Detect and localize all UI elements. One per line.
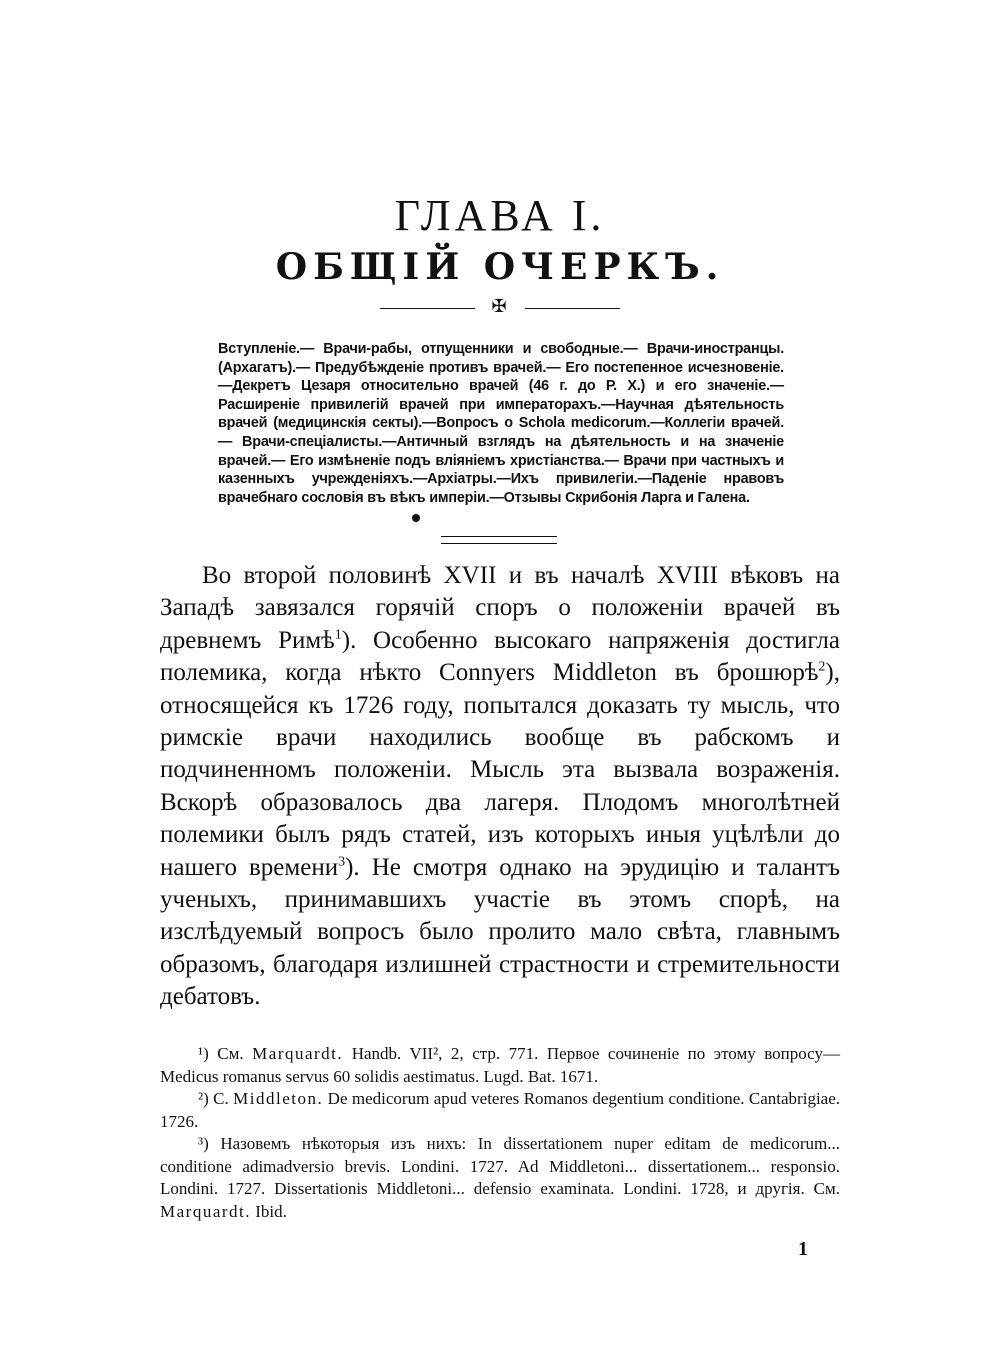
footnote-2 xyxy=(160,1088,840,1133)
footnote-trail: Ibid. xyxy=(255,1201,287,1221)
footnote-author: Marquardt. xyxy=(160,1201,252,1221)
footnote-ref-3: 3 xyxy=(338,854,346,870)
divider-line-left xyxy=(380,308,475,309)
footnote-mark: ³) xyxy=(198,1134,209,1153)
ornament-icon: ✠ xyxy=(491,296,509,317)
chapter-summary: Вступленіе.— Врачи-рабы, отпущенники и свободные.— Врачи-иностранцы. (Архагатъ).— Предубѣжденіе противъ врачей.— Его постепенное исчезновеніе.—Декретъ Цезаря относительно врачей (46 г. до Р. Х.) и его значеніе.— Расширеніе привилегій врачей при императорахъ.—Научная дѣятельность врачей (медицинскія секты).—Вопросъ о Schola medicorum.—Коллегіи врачей.— Врачи-спеціалисты.—Античный взглядъ на дѣятельность и на значеніе врачей.— Его измѣненіе подъ вліяніемъ христіанства.— Врачи при частныхъ и казенныхъ учрежденіяхъ.—Архіатры.—Ихъ привилегіи.—Паденіе нравовъ врачебнаго сословія въ вѣкъ имперіи.—Отзывы Скрибонія Ларга и Галена. xyxy=(218,341,784,506)
footnote-ref-2: 2 xyxy=(818,659,826,675)
footnote-text: De medicorum apud veteres Romanos degentium conditione. Cantabrigiae. 1726. xyxy=(160,1089,841,1131)
text-segment: Во второй половинѣ XVII и въ началѣ XVIII вѣковъ на Западѣ завязался горячій споръ о положеніи врачей въ древнемъ Римѣ xyxy=(160,562,840,654)
text-segment: ), относящейся къ 1726 году, попытался доказать ту мысль, что римскіе врачи находились вообще въ рабскомъ и подчиненномъ положеніи. Мысль эта вызвала возраженія. Вскорѣ образовалось два лагеря. Плодомъ многолѣтней полемики былъ рядъ статей, изъ которыхъ иныя уцѣлѣли до нашего времени xyxy=(160,659,840,881)
chapter-title: ОБЩІЙ ОЧЕРКЪ. xyxy=(275,246,725,288)
main-paragraph xyxy=(160,560,840,1014)
footnote-mark: ²) xyxy=(198,1089,209,1108)
footnote-lead: См. xyxy=(217,1044,244,1063)
footnote-ref-1: 1 xyxy=(334,627,342,643)
ornamental-divider xyxy=(380,296,620,317)
chapter-number: ГЛАВА I. xyxy=(394,191,606,240)
footnotes xyxy=(160,1043,840,1223)
bullet-dot-icon xyxy=(412,514,420,522)
double-rule-divider xyxy=(441,536,557,544)
footnote-text: Назовемъ нѣкоторыя изъ нихъ: In dissertationem nuper editam de medicorum... conditione adimadversio brevis. Londini. 1727. Ad Middletoni... dissertationem... responsio. Londini. 1727. Dissertationis Middletoni... defensio examinata. Londini. 1728, и другія. См. xyxy=(160,1134,840,1198)
footnote-3 xyxy=(160,1133,840,1223)
footnote-author: Marquardt. xyxy=(252,1044,344,1063)
footnote-1 xyxy=(160,1043,840,1088)
paragraph xyxy=(160,560,840,1014)
divider-line-right xyxy=(525,308,620,309)
footnote-text: Handb. VII², 2, стр. 771. Первое сочиненіе по этому вопросу—Medicus romanus servus 60 solidis aestimatus. Lugd. Bat. 1671. xyxy=(160,1044,840,1086)
text-segment: ). Особенно высокаго напряженія достигла полемика, когда нѣкто Connyers Middleton въ брошюрѣ xyxy=(160,626,840,687)
page-number: 1 xyxy=(798,1238,808,1260)
footnote-author: Middleton. xyxy=(233,1089,324,1108)
footnote-mark: ¹) xyxy=(198,1044,209,1063)
text-segment: ). Не смотря однако на эрудицію и талантъ ученыхъ, принимавшихъ участіе въ этомъ спорѣ, на изслѣдуемый вопросъ было пролито мало свѣта, главнымъ образомъ, благодаря излишней страстности и стремительности дебатовъ. xyxy=(160,853,840,1011)
footnote-lead: C. xyxy=(213,1089,229,1108)
